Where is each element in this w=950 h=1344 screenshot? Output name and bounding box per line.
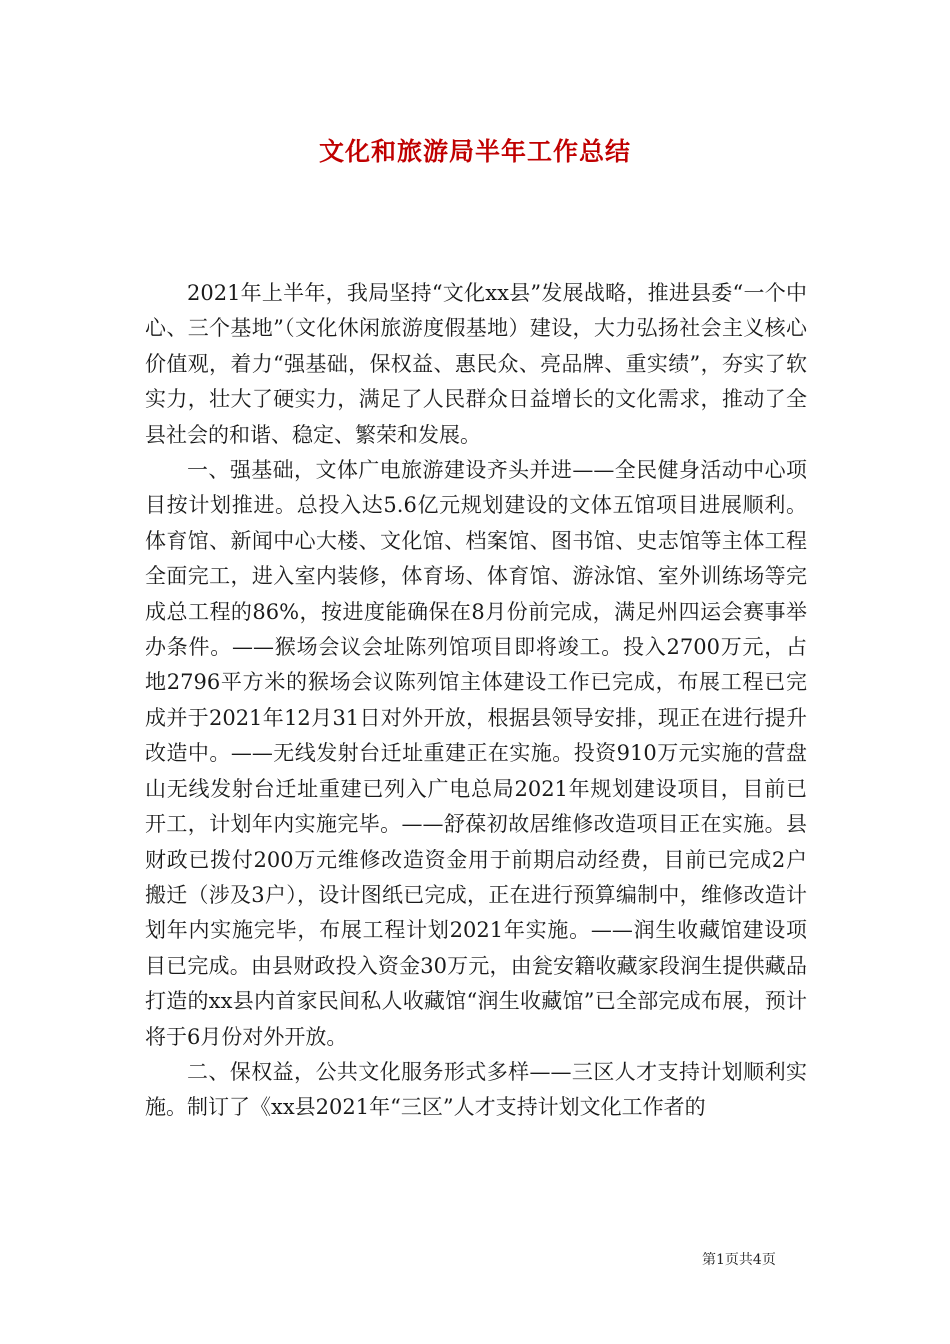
paragraph-section-one: 一、强基础，文体广电旅游建设齐头并进——全民健身活动中心项目按计划推进。总投入达5.6亿元规划建设的文体五馆项目进展顺利。体育馆、新闻中心大楼、文化馆、档案馆、图书馆、史志馆等主体工程全面完工，进入室内装修，体育场、体育馆、游泳馆、室外训练场等完成总工程的86%，按进度能确保在8月份前完成，满足州四运会赛事举办条件。——猴场会议会址陈列馆项目即将竣工。投入2700万元，占地2796平方米的猴场会议陈列馆主体建设工作已完成，布展工程已完成并于2021年12月31日对外开放，根据县领导安排，现正在进行提升改造中。——无线发射台迁址重建正在实施。投资910万元实施的营盘山无线发射台迁址重建已列入广电总局2021年规划建设项目，目前已开工，计划年内实施完毕。——舒葆初故居维修改造项目正在实施。县财政已拨付200万元维修改造资金用于前期启动经费，目前已完成2户搬迁（涉及3户），设计图纸已完成，正在进行预算编制中，维修改造计划年内实施完毕，布展工程计划2021年实施。——润生收藏馆建设项目已完成。由县财政投入资金30万元，由瓮安籍收藏家段润生提供藏品打造的xx县内首家民间私人收藏馆“润生收藏馆”已全部完成布展，预计将于6月份对外开放。 <box>145 458 807 1049</box>
paragraph-section-two: 二、保权益，公共文化服务形式多样——三区人才支持计划顺利实施。制订了《xx县2021年“三区”人才支持计划文化工作者的 <box>145 1059 807 1120</box>
document-body <box>145 276 807 1126</box>
document-title: 文化和旅游局半年工作总结 <box>318 137 631 166</box>
paragraph-intro: 2021年上半年，我局坚持“文化xx县”发展战略，推进县委“一个中心、三个基地”（文化休闲旅游度假基地）建设，大力弘扬社会主义核心价值观，着力“强基础，保权益、惠民众、亮品牌、重实绩”，夯实了软实力，壮大了硬实力，满足了人民群众日益增长的文化需求，推动了全县社会的和谐、稳定、繁荣和发展。 <box>145 281 807 447</box>
page-number: 第1页共4页 <box>702 1252 776 1268</box>
